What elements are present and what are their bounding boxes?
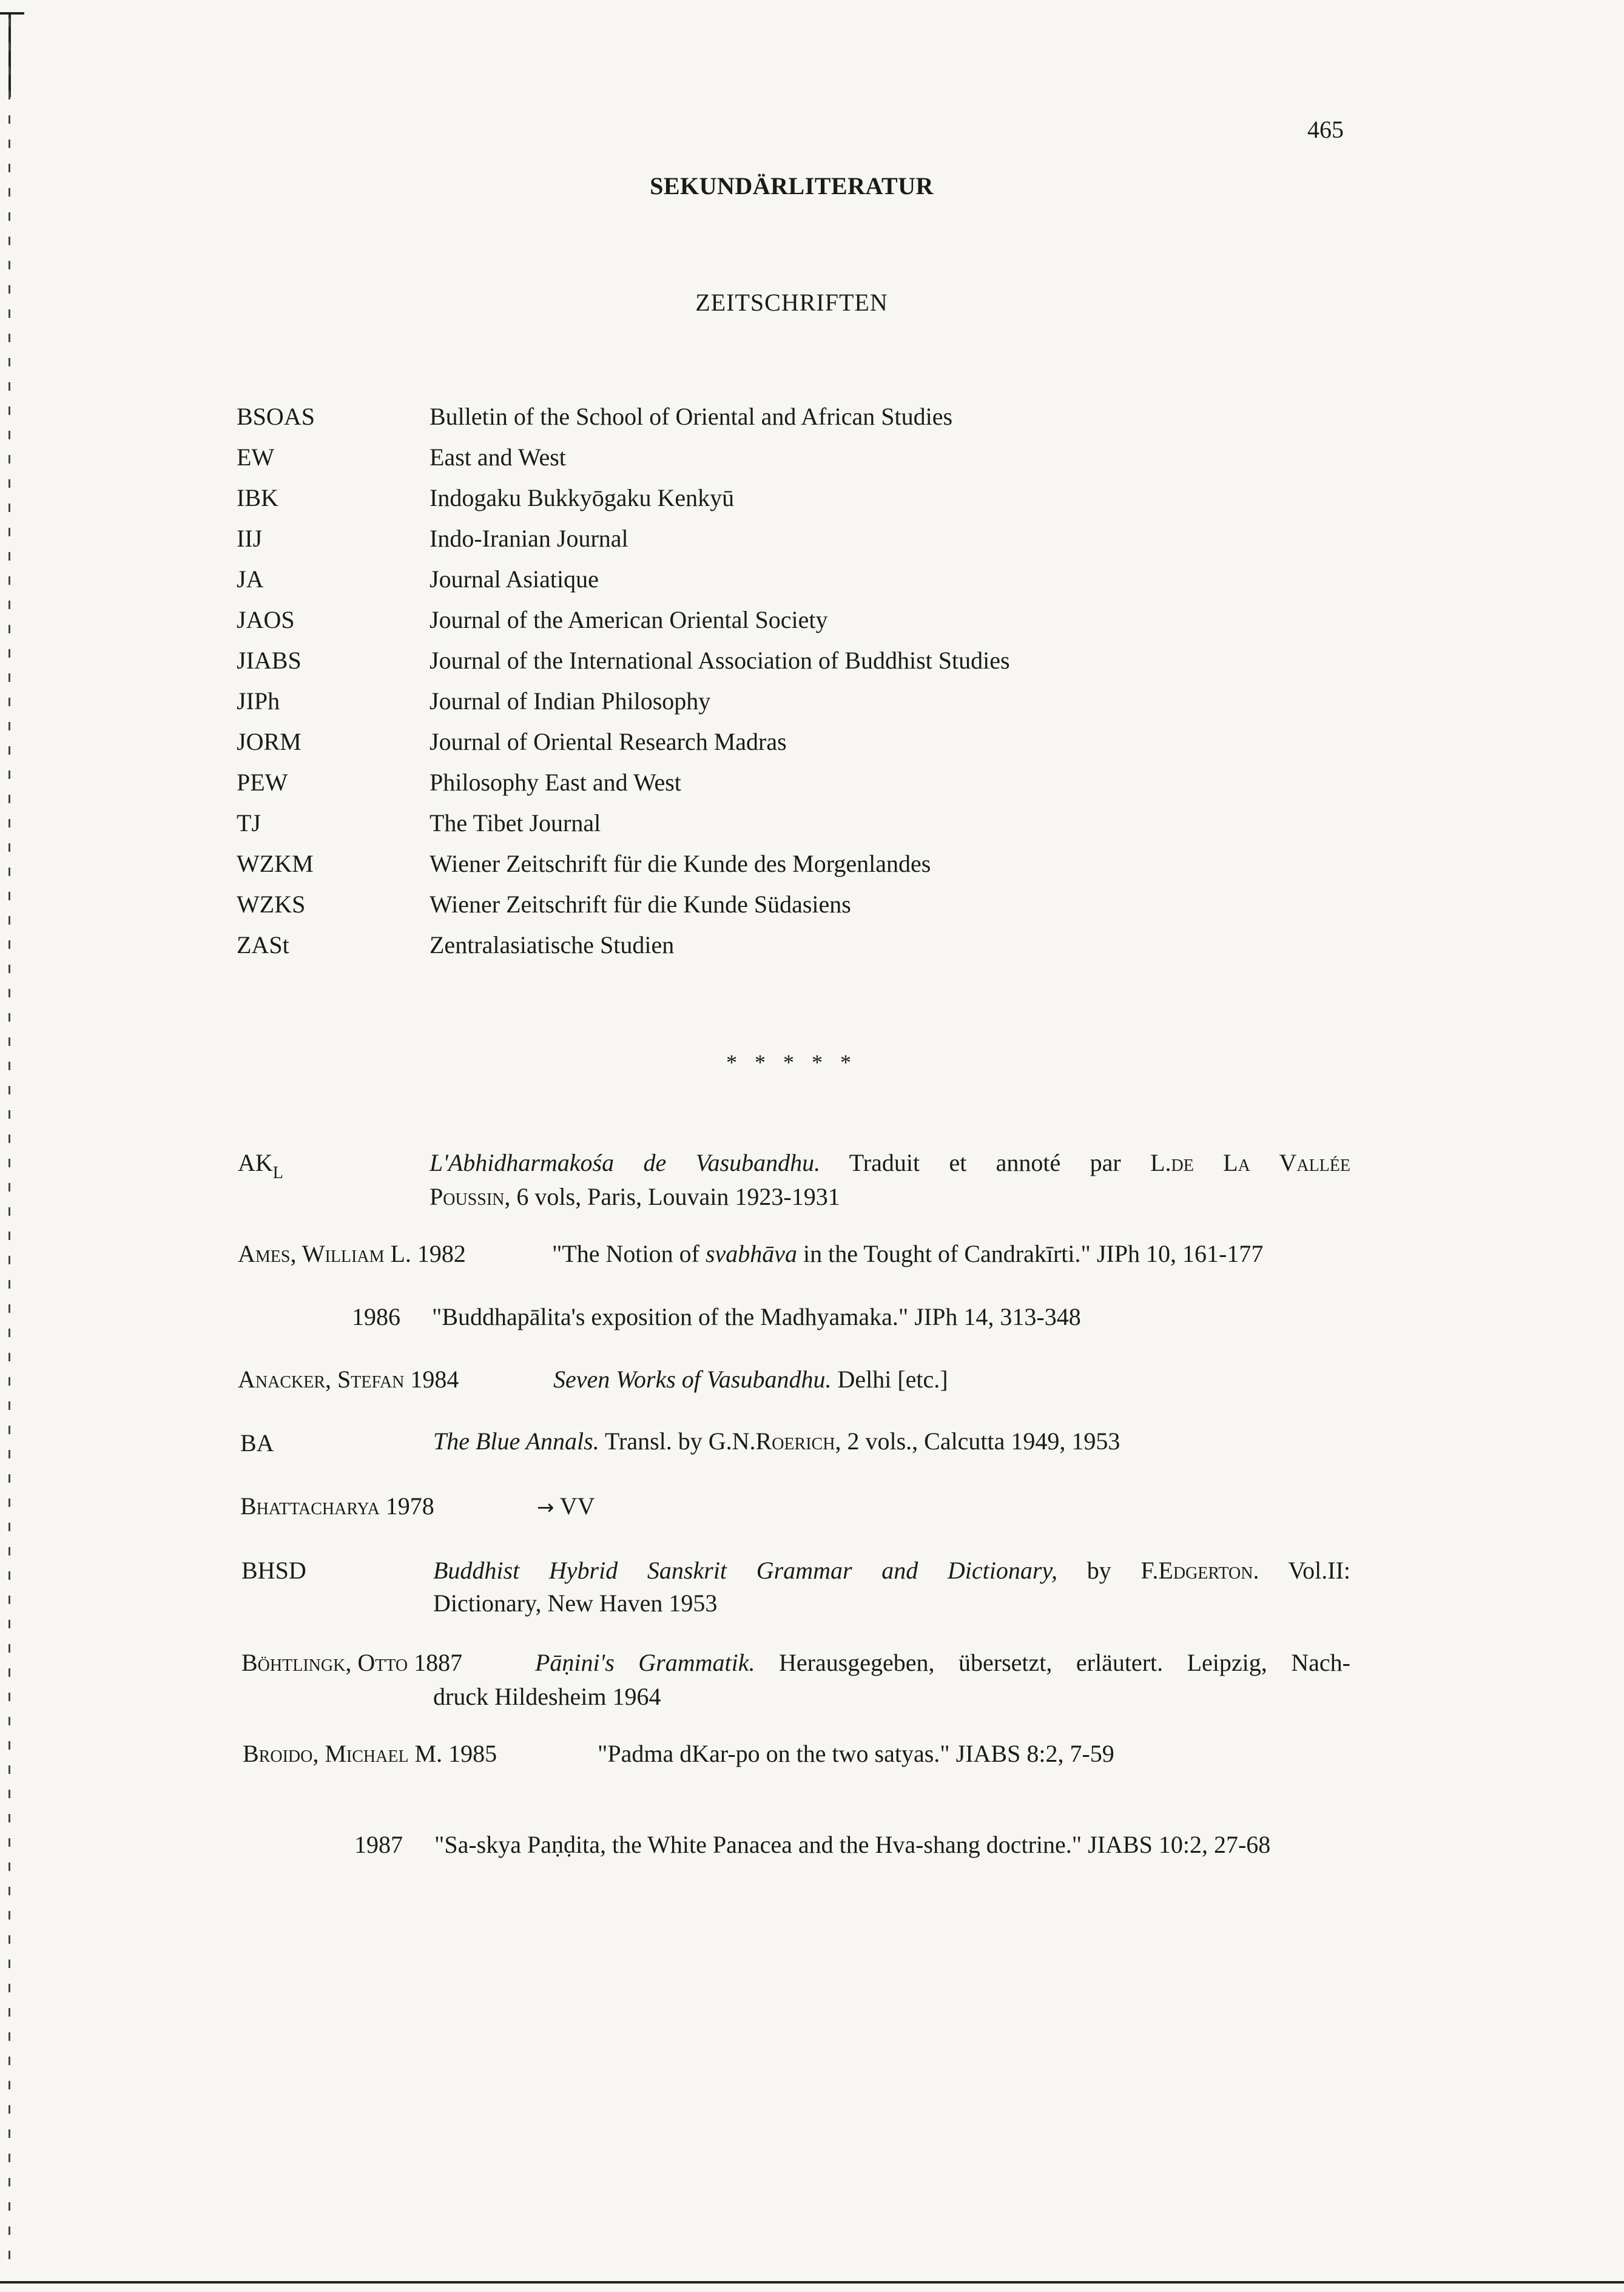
list-item: [237, 645, 1389, 686]
ref-year: 1986: [352, 1303, 400, 1330]
journal-abbr: WZKS: [237, 891, 306, 918]
ref-author: Ames, William L.: [238, 1240, 411, 1267]
section-separator: * * * * *: [726, 1050, 857, 1074]
list-item: [237, 605, 1389, 645]
ref-person: G.N.Roerich: [708, 1427, 835, 1455]
ref-title: Seven Works of Vasubandhu.: [553, 1366, 832, 1393]
list-item: [237, 930, 1389, 971]
margin-mark: [0, 12, 24, 15]
ref-text: . Vol.II:: [1253, 1557, 1351, 1584]
list-item: [237, 727, 1389, 767]
list-item: [237, 889, 1389, 930]
ref-author-line: [243, 1736, 497, 1771]
ref-text: Delhi [etc.]: [831, 1366, 948, 1393]
list-item: [237, 524, 1389, 564]
list-item: [237, 442, 1389, 483]
journal-name: Bulletin of the School of Oriental and African Studies: [430, 403, 953, 430]
journal-name: Wiener Zeitschrift für die Kunde des Morgenlandes: [430, 850, 931, 877]
journal-abbr: JA: [237, 565, 264, 593]
ref-title: L'Abhidharmakośa de Vasubandhu.: [430, 1149, 821, 1176]
arrow-right-icon: →: [537, 1495, 554, 1520]
ref-author-line: [241, 1645, 462, 1680]
bottom-edge-line: [0, 2281, 1624, 2284]
section-title: ZEITSCHRIFTEN: [695, 289, 888, 316]
list-item: [237, 564, 1389, 605]
ref-text: "The Notion of: [552, 1240, 706, 1267]
ref-abbr: [238, 1145, 283, 1191]
journal-list: [237, 402, 1389, 971]
ref-author: Anacker, Stefan: [238, 1366, 405, 1393]
ref-body: [433, 1553, 1350, 1588]
journal-name: Journal Asiatique: [430, 565, 599, 593]
journal-abbr: WZKM: [237, 850, 314, 877]
journal-abbr: ZASt: [237, 931, 289, 959]
journal-abbr: JIABS: [237, 647, 302, 674]
list-item: [237, 402, 1389, 442]
journal-abbr: JORM: [237, 728, 302, 755]
ref-text: by: [1057, 1557, 1141, 1584]
ref-year: 1982: [417, 1240, 466, 1267]
journal-name: Journal of Oriental Research Madras: [430, 728, 787, 755]
ref-author-line: [238, 1236, 466, 1272]
journal-name: Zentralasiatische Studien: [430, 931, 675, 959]
journal-name: Indogaku Bukkyōgaku Kenkyū: [430, 484, 735, 511]
ref-author-line: [240, 1489, 434, 1524]
ref-year: 1887: [414, 1649, 463, 1676]
list-item: [237, 686, 1389, 727]
ref-abbr-subscript: L: [272, 1164, 283, 1182]
ref-body: [552, 1236, 1263, 1272]
ref-author-line: [238, 1362, 459, 1397]
list-item: [237, 849, 1389, 889]
ref-title: Buddhist Hybrid Sanskrit Grammar and Dictionary,: [433, 1557, 1057, 1584]
ref-text: in the Tought of Candrakīrti." JIPh 10, 161-177: [797, 1240, 1264, 1267]
journal-abbr: EW: [237, 443, 275, 471]
ref-year: 1978: [385, 1492, 434, 1520]
ref-year: 1984: [410, 1366, 459, 1393]
ref-text: Traduit et annoté par: [820, 1149, 1151, 1176]
ref-person: Poussin: [430, 1183, 505, 1210]
ref-body: "Padma dKar-po on the two satyas." JIABS 8:2, 7-59: [598, 1740, 1114, 1767]
ref-abbr: BA: [240, 1429, 274, 1457]
ref-author: Bhattacharya: [240, 1492, 380, 1520]
ref-person: F.Edgerton: [1141, 1557, 1253, 1584]
page-title: SEKUNDÄRLITERATUR: [650, 172, 934, 200]
ref-target: VV: [559, 1492, 595, 1520]
journal-abbr: PEW: [237, 769, 288, 796]
ref-body: [430, 1145, 1350, 1181]
ref-term: svabhāva: [705, 1240, 798, 1267]
ref-body: [535, 1645, 1350, 1680]
page-number: 465: [1307, 116, 1344, 143]
ref-year: 1985: [448, 1740, 497, 1767]
ref-abbr: BHSD: [241, 1557, 306, 1584]
ref-body: "Sa-skya Paṇḍita, the White Panacea and the Hva-shang doctrine." JIABS 10:2, 27-68: [434, 1831, 1271, 1858]
ref-person: L.de La Vallée: [1150, 1149, 1350, 1176]
ref-abbr-text: AK: [238, 1149, 273, 1176]
list-item: [237, 767, 1389, 808]
journal-name: Wiener Zeitschrift für die Kunde Südasiens: [430, 891, 851, 918]
ref-body-line2: [430, 1179, 840, 1215]
journal-abbr: JIPh: [237, 687, 280, 715]
journal-name: Journal of Indian Philosophy: [430, 687, 711, 715]
ref-year: 1987: [354, 1831, 403, 1858]
ref-text: , 6 vols, Paris, Louvain 1923-1931: [504, 1183, 840, 1210]
journal-abbr: TJ: [237, 809, 261, 837]
ref-title: The Blue Annals.: [433, 1427, 599, 1455]
ref-text: Transl. by: [599, 1427, 709, 1455]
ref-title: Pāṇini's Grammatik.: [535, 1649, 755, 1676]
list-item: [237, 483, 1389, 524]
ref-text: Herausgegeben, übersetzt, erläutert. Leipzig, Nach-: [755, 1649, 1350, 1676]
journal-abbr: IBK: [237, 484, 278, 511]
ref-body-line2: Dictionary, New Haven 1953: [433, 1589, 718, 1617]
journal-name: Journal of the International Association of Buddhist Studies: [430, 647, 1010, 674]
journal-name: The Tibet Journal: [430, 809, 601, 837]
ref-crossref: [537, 1489, 595, 1525]
journal-abbr: BSOAS: [237, 403, 315, 430]
margin-dashes: [8, 18, 10, 2275]
journal-name: Journal of the American Oriental Society: [430, 606, 828, 633]
journal-name: Philosophy East and West: [430, 769, 681, 796]
ref-body: [553, 1362, 948, 1397]
ref-body-line2: druck Hildesheim 1964: [433, 1683, 661, 1710]
ref-body: [433, 1424, 1120, 1459]
journal-name: Indo-Iranian Journal: [430, 525, 628, 552]
journal-name: East and West: [430, 443, 566, 471]
ref-text: , 2 vols., Calcutta 1949, 1953: [835, 1427, 1120, 1455]
ref-author: Broido, Michael M.: [243, 1740, 443, 1767]
journal-abbr: IIJ: [237, 525, 263, 552]
ref-author: Böhtlingk, Otto: [241, 1649, 408, 1676]
ref-body: "Buddhapālita's exposition of the Madhyamaka." JIPh 14, 313-348: [432, 1303, 1081, 1330]
list-item: [237, 808, 1389, 849]
journal-abbr: JAOS: [237, 606, 295, 633]
